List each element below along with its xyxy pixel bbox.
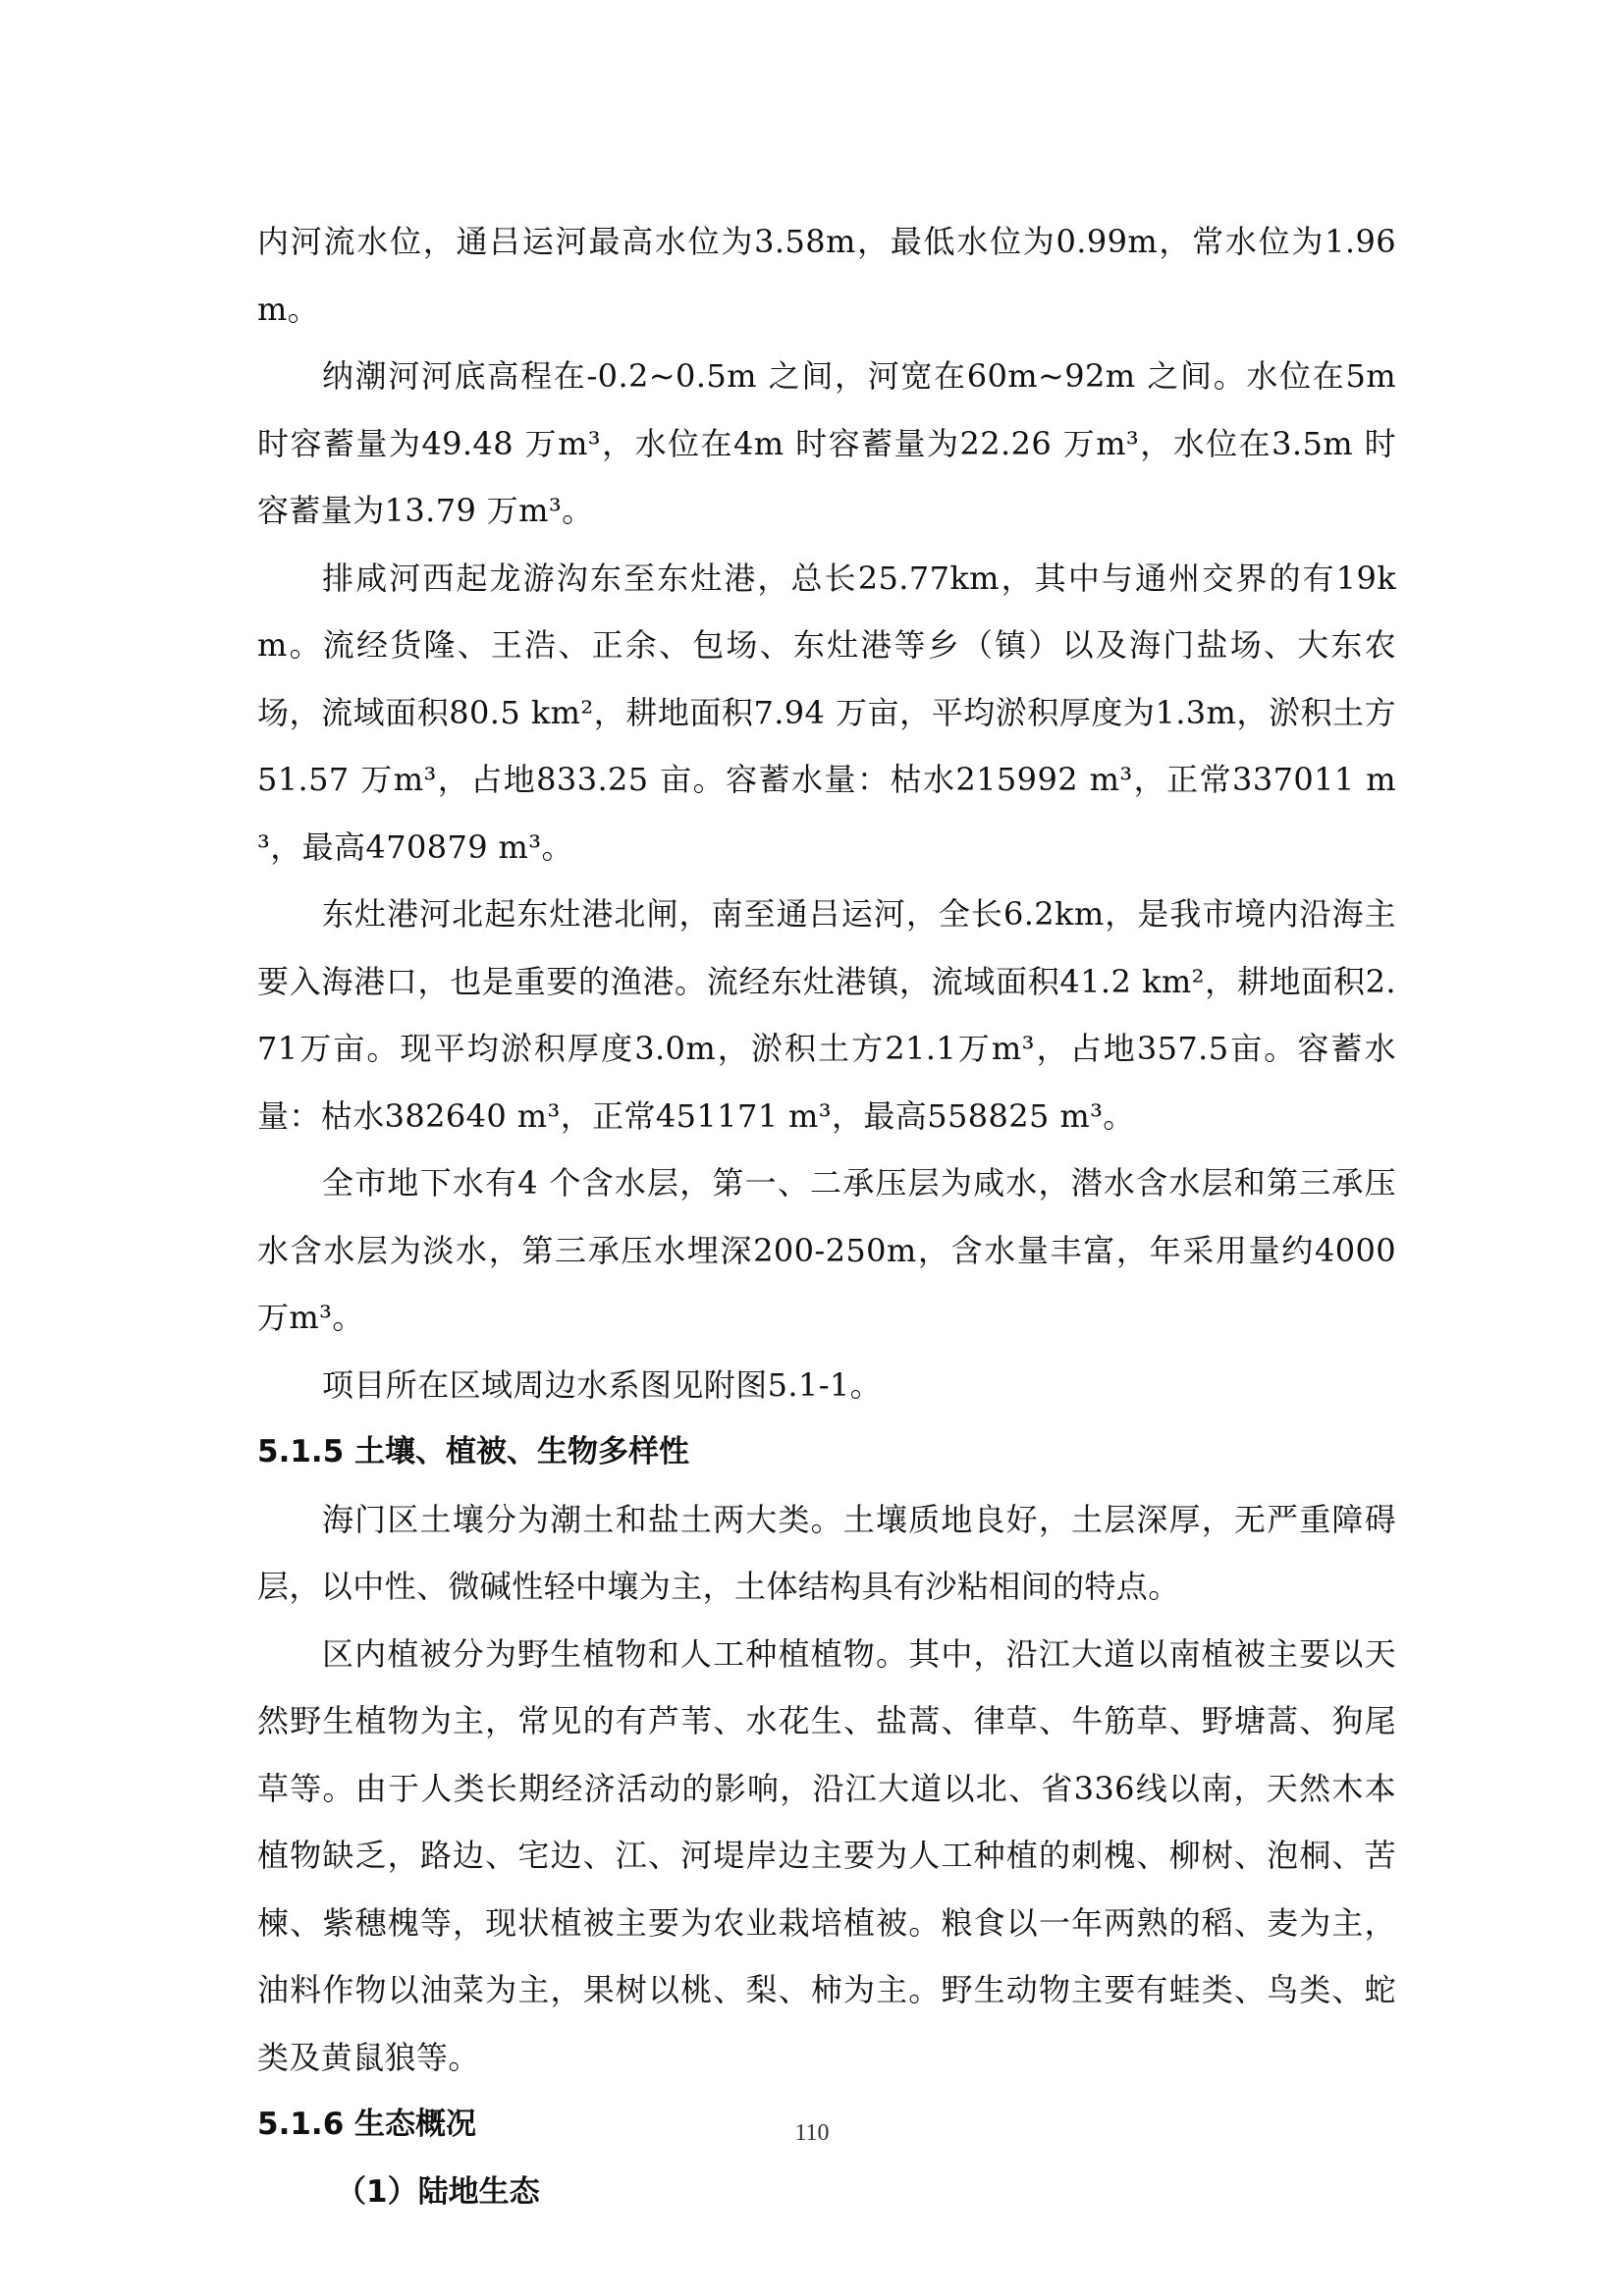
subheading-land-ecology: （1）陆地生态 [336, 2173, 540, 2210]
section-heading-ecology: 5.1.6 生态概况 [257, 2107, 477, 2142]
paragraph-paixian-river: 排咸河西起龙游沟东至东灶港，总长25.77km，其中与通州交界的有19km。流经货隆、王浩、正余、包场、东灶港等乡（镇）以及海门盐场、大东农场，流域面积80.5 km²，耕地面积7.94 万亩，平均淤积厚度为1.3m，淤积土方51.57 万m³，占地833.25 亩。容蓄水量：枯水215992 m³，正常337011 m³，最高470879 m³。 [257, 559, 1396, 866]
paragraph-dongzaogang-river: 东灶港河北起东灶港北闸，南至通吕运河，全长6.2km，是我市境内沿海主要入海港口，也是重要的渔港。流经东灶港镇，流域面积41.2 km²，耕地面积2.71万亩。现平均淤积厚度3.0m，淤积土方21.1万m³，占地357.5亩。容蓄水量：枯水382640 m³，正常451171 m³，最高558825 m³。 [257, 895, 1396, 1135]
paragraph-nachao-river: 纳潮河河底高程在-0.2~0.5m 之间，河宽在60m~92m 之间。水位在5m时容蓄量为49.48 万m³，水位在4m 时容蓄量为22.26 万m³，水位在3.5m 时容蓄量为13.79 万m³。 [257, 357, 1396, 529]
page-number: 110 [794, 2120, 830, 2146]
paragraph-groundwater: 全市地下水有4 个含水层，第一、二承压层为咸水，潜水含水层和第三承压水含水层为淡水，第三承压水埋深200-250m，含水量丰富，年采用量约4000 万m³。 [257, 1164, 1396, 1336]
section-heading-soil-vegetation: 5.1.5 土壤、植被、生物多样性 [257, 1434, 690, 1469]
paragraph-vegetation: 区内植被分为野生植物和人工种植植物。其中，沿江大道以南植被主要以天然野生植物为主，常见的有芦苇、水花生、盐蒿、律草、牛筋草、野塘蒿、狗尾草等。由于人类长期经济活动的影响，沿江大道以北、省336线以南，天然木本植物缺乏，路边、宅边、江、河堤岸边主要为人工种植的刺槐、柳树、泡桐、苦楝、紫穗槐等，现状植被主要为农业栽培植被。粮食以一年两熟的稻、麦为主，油料作物以油菜为主，果树以桃、梨、柿为主。野生动物主要有蛙类、鸟类、蛇类及黄鼠狼等。 [257, 1634, 1396, 2076]
paragraph-river-water-level: 内河流水位，通吕运河最高水位为3.58m，最低水位为0.99m，常水位为1.96m。 [257, 223, 1396, 328]
page-content [257, 208, 1396, 2225]
paragraph-soil: 海门区土壤分为潮土和盐土两大类。土壤质地良好，土层深厚，无严重障碍层，以中性、微碱性轻中壤为主，土体结构具有沙粘相间的特点。 [257, 1500, 1396, 1605]
paragraph-water-system-figure: 项目所在区域周边水系图见附图5.1-1。 [322, 1365, 883, 1404]
